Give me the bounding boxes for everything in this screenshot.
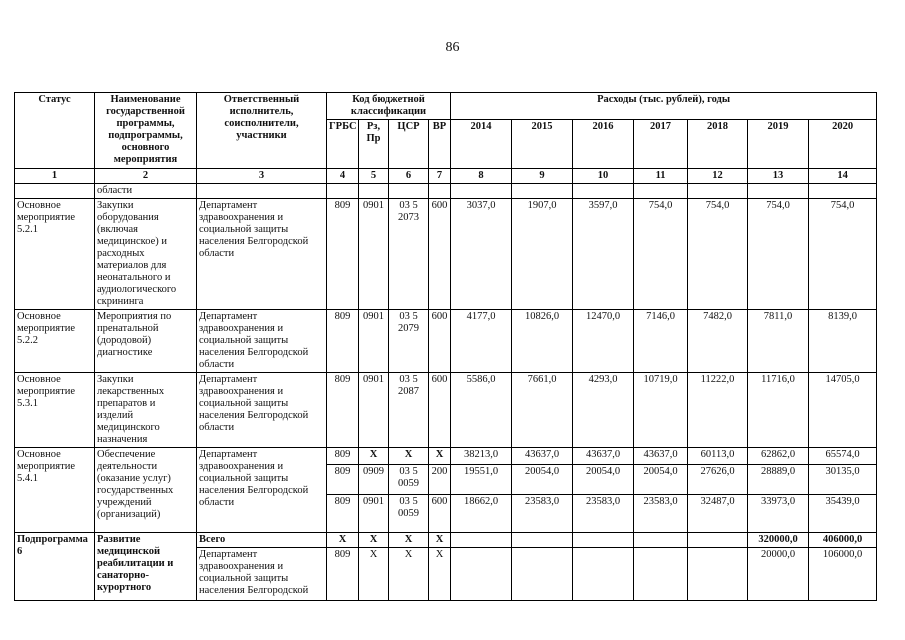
cell-value: 106000,0 xyxy=(809,548,877,601)
cell-csr: 03 5 0059 xyxy=(389,495,429,533)
table-row xyxy=(15,310,877,373)
row-executor: Департамент здравоохранения и социальной защиты населения Белгородской xyxy=(197,548,327,601)
cell-csr: X xyxy=(389,533,429,548)
header-vr: ВР xyxy=(429,120,451,169)
page-number: 86 xyxy=(445,40,460,55)
cell-value: 35439,0 xyxy=(809,495,877,533)
cell-value: 7146,0 xyxy=(634,310,688,373)
row-name: Развитие медицинской реабилитации и санаторно-курортного xyxy=(95,533,197,601)
row-executor: Департамент здравоохранения и социальной защиты населения Белгородской области xyxy=(197,373,327,448)
cell-value: 406000,0 xyxy=(809,533,877,548)
cell-grbs: X xyxy=(327,533,359,548)
cell-grbs: 809 xyxy=(327,465,359,495)
header-executor: Ответственный исполнитель, соисполнители, участники xyxy=(197,93,327,169)
cell-value: 5586,0 xyxy=(451,373,512,448)
cell-value: 65574,0 xyxy=(809,448,877,465)
cell-vr: 600 xyxy=(429,373,451,448)
cell-rzpr: X xyxy=(359,448,389,465)
cell-vr: 600 xyxy=(429,495,451,533)
cell-csr: 03 5 2087 xyxy=(389,373,429,448)
row-status: Подпрограмма 6 xyxy=(15,533,95,601)
column-number: 1 xyxy=(15,169,95,184)
row-name: Закупки оборудования (включая медицинское) и расходных материалов для неонатального и аудиологического скрининга xyxy=(95,199,197,310)
cell-value: 320000,0 xyxy=(748,533,809,548)
cell-value: 20054,0 xyxy=(573,465,634,495)
column-number: 5 xyxy=(359,169,389,184)
cell-grbs: 809 xyxy=(327,548,359,601)
row-executor: Департамент здравоохранения и социальной защиты населения Белгородской области xyxy=(197,448,327,533)
table-row xyxy=(15,533,877,548)
header-year: 2016 xyxy=(573,120,634,169)
column-number: 3 xyxy=(197,169,327,184)
column-number-row xyxy=(15,169,877,184)
column-number: 9 xyxy=(512,169,573,184)
header-year: 2015 xyxy=(512,120,573,169)
row-status: Основное мероприятие 5.3.1 xyxy=(15,373,95,448)
row-total-label: Всего xyxy=(197,533,327,548)
cell-value: 43637,0 xyxy=(634,448,688,465)
cell-vr: X xyxy=(429,448,451,465)
cell-vr: 200 xyxy=(429,465,451,495)
header-rzpr: Рз, Пр xyxy=(359,120,389,169)
cell-value: 20054,0 xyxy=(512,465,573,495)
header-year: 2014 xyxy=(451,120,512,169)
column-number: 13 xyxy=(748,169,809,184)
row-executor: Департамент здравоохранения и социальной защиты населения Белгородской области xyxy=(197,310,327,373)
cell-value: 8139,0 xyxy=(809,310,877,373)
column-number: 6 xyxy=(389,169,429,184)
budget-table xyxy=(14,92,877,601)
cell-value xyxy=(688,533,748,548)
cell-csr: 03 5 2073 xyxy=(389,199,429,310)
cell-grbs: 809 xyxy=(327,495,359,533)
cell-value: 11716,0 xyxy=(748,373,809,448)
cell-grbs: 809 xyxy=(327,448,359,465)
cell-value: 754,0 xyxy=(809,199,877,310)
cell-value: 7811,0 xyxy=(748,310,809,373)
cell-value xyxy=(512,548,573,601)
cell-value: 3597,0 xyxy=(573,199,634,310)
table-row xyxy=(15,448,877,465)
cell-value: 33973,0 xyxy=(748,495,809,533)
header-year: 2020 xyxy=(809,120,877,169)
cell-value xyxy=(573,533,634,548)
cell-value: 43637,0 xyxy=(512,448,573,465)
cell-value xyxy=(634,548,688,601)
cell-rzpr: 0901 xyxy=(359,310,389,373)
cell-value xyxy=(451,533,512,548)
cell-vr: X xyxy=(429,533,451,548)
header-status: Статус xyxy=(15,93,95,169)
column-number: 12 xyxy=(688,169,748,184)
column-number: 4 xyxy=(327,169,359,184)
cell-vr: 600 xyxy=(429,310,451,373)
cell-value: 60113,0 xyxy=(688,448,748,465)
cell-value: 11222,0 xyxy=(688,373,748,448)
cell-value xyxy=(634,533,688,548)
header-expenses-group: Расходы (тыс. рублей), годы xyxy=(451,93,877,120)
header-code-group: Код бюджетной классификации xyxy=(327,93,451,120)
table-row xyxy=(15,184,877,199)
cell-value: 754,0 xyxy=(634,199,688,310)
cell-value: 7482,0 xyxy=(688,310,748,373)
cell-csr: X xyxy=(389,448,429,465)
row-name: области xyxy=(95,184,197,199)
cell-value: 23583,0 xyxy=(573,495,634,533)
cell-value xyxy=(512,533,573,548)
cell-value: 3037,0 xyxy=(451,199,512,310)
column-number: 7 xyxy=(429,169,451,184)
cell-value: 20054,0 xyxy=(634,465,688,495)
cell-value: 18662,0 xyxy=(451,495,512,533)
cell-value xyxy=(451,548,512,601)
cell-value: 1907,0 xyxy=(512,199,573,310)
cell-vr: X xyxy=(429,548,451,601)
column-number: 10 xyxy=(573,169,634,184)
cell-value: 23583,0 xyxy=(634,495,688,533)
column-number: 8 xyxy=(451,169,512,184)
cell-grbs: 809 xyxy=(327,373,359,448)
cell-value: 10719,0 xyxy=(634,373,688,448)
header-csr: ЦСР xyxy=(389,120,429,169)
cell-rzpr: 0901 xyxy=(359,373,389,448)
row-executor: Департамент здравоохранения и социальной защиты населения Белгородской области xyxy=(197,199,327,310)
cell-value: 32487,0 xyxy=(688,495,748,533)
cell-value: 4293,0 xyxy=(573,373,634,448)
cell-csr: X xyxy=(389,548,429,601)
cell-rzpr: 0909 xyxy=(359,465,389,495)
cell-value: 754,0 xyxy=(688,199,748,310)
cell-value: 20000,0 xyxy=(748,548,809,601)
column-number: 2 xyxy=(95,169,197,184)
cell-grbs: 809 xyxy=(327,310,359,373)
cell-value xyxy=(573,548,634,601)
cell-value: 19551,0 xyxy=(451,465,512,495)
header-grbs: ГРБС xyxy=(327,120,359,169)
cell-csr: 03 5 0059 xyxy=(389,465,429,495)
cell-vr: 600 xyxy=(429,199,451,310)
cell-value: 4177,0 xyxy=(451,310,512,373)
cell-value: 30135,0 xyxy=(809,465,877,495)
cell-value: 14705,0 xyxy=(809,373,877,448)
cell-rzpr: X xyxy=(359,533,389,548)
header-year: 2018 xyxy=(688,120,748,169)
row-status: Основное мероприятие 5.2.2 xyxy=(15,310,95,373)
cell-value: 23583,0 xyxy=(512,495,573,533)
cell-value: 62862,0 xyxy=(748,448,809,465)
column-number: 11 xyxy=(634,169,688,184)
cell-value: 10826,0 xyxy=(512,310,573,373)
cell-value: 754,0 xyxy=(748,199,809,310)
cell-rzpr: 0901 xyxy=(359,495,389,533)
header-year: 2017 xyxy=(634,120,688,169)
cell-rzpr: 0901 xyxy=(359,199,389,310)
cell-value: 43637,0 xyxy=(573,448,634,465)
cell-value: 27626,0 xyxy=(688,465,748,495)
column-number: 14 xyxy=(809,169,877,184)
table-row xyxy=(15,373,877,448)
row-name: Обеспечение деятельности (оказание услуг) государственных учреждений (организаций) xyxy=(95,448,197,533)
cell-rzpr: X xyxy=(359,548,389,601)
row-status: Основное мероприятие 5.4.1 xyxy=(15,448,95,533)
cell-value: 28889,0 xyxy=(748,465,809,495)
cell-value: 12470,0 xyxy=(573,310,634,373)
table-row xyxy=(15,199,877,310)
row-name: Закупки лекарственных препаратов и изделий медицинского назначения xyxy=(95,373,197,448)
row-status: Основное мероприятие 5.2.1 xyxy=(15,199,95,310)
cell-value xyxy=(688,548,748,601)
header-year: 2019 xyxy=(748,120,809,169)
cell-value: 7661,0 xyxy=(512,373,573,448)
row-name: Мероприятия по пренатальной (дородовой) диагностике xyxy=(95,310,197,373)
header-name: Наименование государственной программы, подпрограммы, основного мероприятия xyxy=(95,93,197,169)
cell-csr: 03 5 2079 xyxy=(389,310,429,373)
cell-value: 38213,0 xyxy=(451,448,512,465)
cell-grbs: 809 xyxy=(327,199,359,310)
